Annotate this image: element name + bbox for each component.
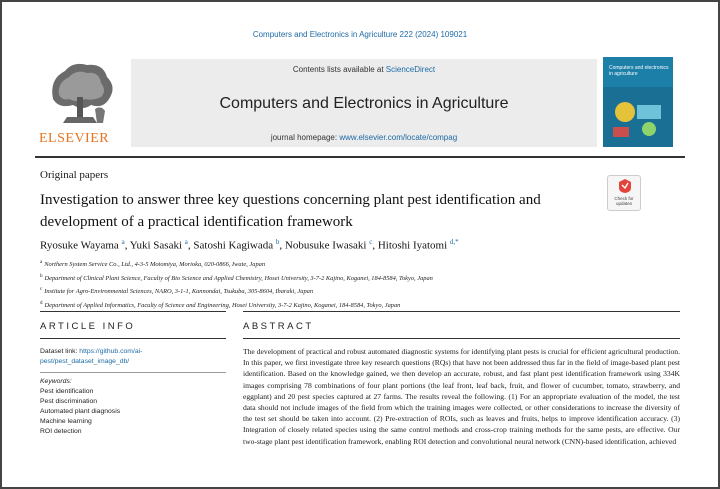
homepage-line	[131, 133, 597, 142]
check-updates-label: Check for updates	[614, 196, 634, 206]
abstract-heading: ABSTRACT	[243, 321, 314, 332]
header-rule	[35, 156, 685, 158]
dataset-link[interactable]: https://github.com/ai-pest/pest_dataset_image_db/	[40, 348, 143, 365]
cover-title: Computers and electronics in agriculture	[609, 65, 669, 77]
journal-homepage-link[interactable]: www.elsevier.com/locate/compag	[339, 133, 458, 142]
keyword-item: ROI detection	[40, 428, 82, 435]
author-name[interactable]: Yuki Sasaki	[129, 239, 183, 252]
author-affiliation-mark[interactable]: c	[369, 238, 373, 246]
keywords-heading: Keywords:	[40, 378, 72, 385]
author-affiliation-mark[interactable]: a	[121, 238, 125, 246]
keyword-item: Pest identification	[40, 388, 94, 395]
elsevier-wordmark[interactable]: ELSEVIER	[39, 131, 110, 146]
affiliation-item: $^a$ Northern System Service Co., Ltd., 4-3-5 Motomiya, Morioka, 020-0866, Iwate, Japan	[40, 260, 266, 269]
affiliation-item: $^b$ Department of Clinical Plant Science, Faculty of Bio Science and Applied Chemistry, Hosei University, 3-7-2 Kajino, Koganei, 184-8584, Tokyo, Japan	[40, 273, 433, 282]
section-type: Original papers	[40, 169, 109, 181]
journal-cover-thumbnail[interactable]	[603, 57, 673, 147]
keyword-item: Machine learning	[40, 418, 92, 425]
check-updates-icon	[619, 179, 631, 193]
article-title: Investigation to answer three key questions concerning plant pest identification and development of a practical identification framework	[40, 192, 541, 230]
journal-title[interactable]: Computers and Electronics in Agriculture	[219, 95, 509, 112]
cover-artwork-icon	[603, 57, 673, 147]
sciencedirect-link[interactable]: ScienceDirect	[385, 65, 436, 74]
keyword-item: Automated plant diagnosis	[40, 408, 121, 415]
dataset-link-block	[40, 347, 215, 367]
author-name[interactable]: Ryosuke Wayama	[40, 239, 119, 252]
dataset-label: Dataset link:	[40, 348, 80, 355]
abstract-top-rule	[243, 311, 680, 312]
journal-reference[interactable]: Computers and Electronics in Agriculture 222 (2024) 109021	[252, 30, 468, 39]
article-info-under-rule	[40, 338, 226, 339]
publisher-logo	[35, 55, 125, 150]
affiliation-item: $^c$ Institute for Agro-Environmental Sciences, NARO, 3-1-1, Kannondai, Tsukuba, 305-8604, Ibaraki, Japan	[40, 287, 314, 296]
homepage-prefix: journal homepage:	[270, 133, 340, 142]
author-name[interactable]: Satoshi Kagiwada	[193, 239, 274, 252]
keywords-rule	[40, 372, 226, 373]
author-affiliation-mark[interactable]: b	[275, 238, 280, 246]
contents-line	[131, 65, 597, 74]
author-affiliation-mark[interactable]: a	[184, 238, 188, 246]
article-info-heading: ARTICLE INFO	[40, 321, 136, 332]
abstract-text: The development of practical and robust automated diagnostic systems for identifying plant pests is crucial for efficient agricultural production. In this paper, we first investigate three key research questions (RQs) that have not been addressed thus far in the field of image-based plant pest identification. Based on the knowledge gained, we then develop an accurate, robust, and fast plant pest identification framework using 334K images comprising 78 combinations of four plant portions (the leaf front, leaf back, fruit, and flower of cucumber, tomato, strawberry, and eggplant) and 20 pest species captured at 27 farms. The results reveal the following. (1) For an appropriate evaluation of the model, the test data should not include images of the field from which the training images were collected, or other considerations to increase the diversity of the test set should be taken into account. (2) Pre-extraction of ROIs, such as leaves and fruits, helps to improve identification accuracy. (3) Integration of closely related species using the same control methods and cross-crop training methods for the same pests, are effective. Our two-stage plant pest identification framework, enabling ROI detection and convolutional neural network (CNN)-based identification, achieved	[243, 347, 680, 446]
author-list: Ryosuke Wayama $^a$, Yuki Sasaki $^a$, Satoshi Kagiwada $^b$, Nobusuke Iwasaki $^c$, Hitoshi Iyatomi $^{d,*}$	[40, 238, 459, 252]
affiliation-list	[40, 257, 680, 312]
keywords-block	[40, 377, 226, 437]
contents-prefix: Contents lists available at	[292, 65, 386, 74]
author-name[interactable]: Nobusuke Iwasaki	[284, 239, 367, 252]
keyword-item: Pest discrimination	[40, 398, 98, 405]
affiliation-item: $^d$ Department of Applied Informatics, Faculty of Science and Engineering, Hosei University, 3-7-2 Kajino, Koganei, 184-8584, Tokyo, Japan	[40, 300, 401, 309]
article-info-top-rule	[40, 311, 226, 312]
journal-header	[35, 55, 685, 150]
author-name[interactable]: Hitoshi Iyatomi	[377, 239, 448, 252]
journal-banner	[131, 59, 597, 147]
check-for-updates-button[interactable]	[607, 175, 641, 211]
abstract-under-rule	[243, 338, 680, 339]
elsevier-tree-icon	[43, 59, 117, 125]
author-affiliation-mark[interactable]: d,*	[449, 238, 459, 246]
